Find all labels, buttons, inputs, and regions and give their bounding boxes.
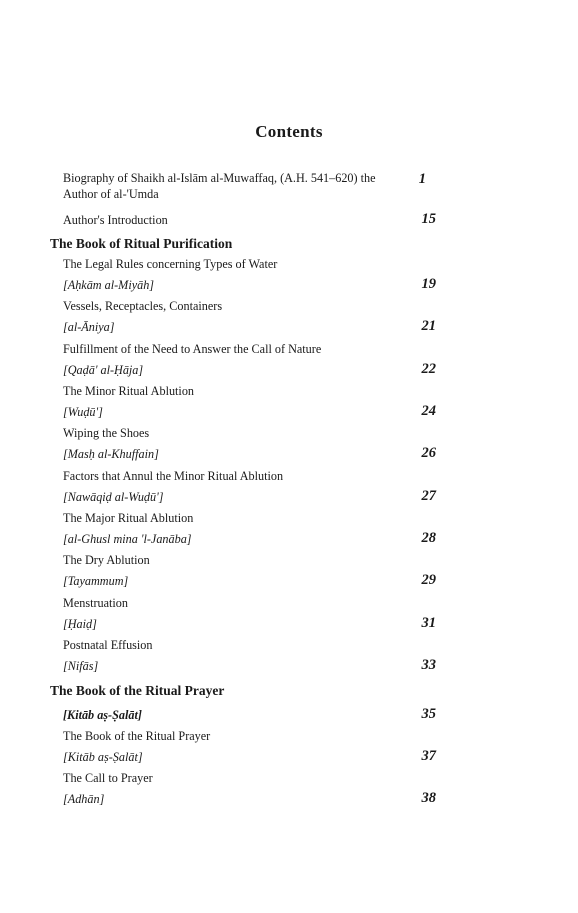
toc-entry-translit: [Qaḍā' al-Ḥāja] [63,363,144,377]
page-number: 24 [421,403,436,419]
toc-entry-label: The Call to Prayer [63,771,153,785]
toc-entry-label: Postnatal Effusion [63,638,153,652]
toc-entry-translit: [al-Āniya] [63,320,115,334]
page-title: Contents [255,122,323,141]
page-number: 33 [421,657,436,673]
toc-entry-translit: [Adhān] [63,792,105,806]
toc-entry-label: The Dry Ablution [63,553,150,567]
page-number: 1 [418,171,426,187]
toc-entry-introduction: Author's Introduction [63,213,168,227]
section-subheading-translit: [Kitāb aṣ-Ṣalāt] [63,708,142,722]
page-number: 31 [421,615,436,631]
toc-entry-biography: Biography of Shaikh al-Islām al-Muwaffaq, (A.H. 541–620) the Author of al-'Umda [63,171,376,201]
toc-entry-label: Fulfillment of the Need to Answer the Call of Nature [63,342,322,356]
page-number: 28 [421,530,436,546]
page-number: 21 [421,318,436,334]
toc-entry-label: The Minor Ritual Ablution [63,384,195,398]
page-number: 15 [421,211,436,227]
toc-entry-translit: [Tayammum] [63,574,129,588]
toc-entry-translit: [Kitāb aṣ-Ṣalāt] [63,750,143,764]
page-number: 35 [421,706,436,722]
toc-entry-label: The Book of the Ritual Prayer [63,729,211,743]
section-heading-purification: The Book of Ritual Purification [50,236,233,251]
toc-entry-translit: [Wuḍū'] [63,405,103,419]
toc-entry-translit: [Masḥ al-Khuffain] [63,447,159,461]
page-number: 26 [421,445,436,461]
toc-entry-label: The Major Ritual Ablution [63,511,194,525]
page-number: 19 [421,276,436,292]
toc-entry-label: Vessels, Receptacles, Containers [63,299,223,313]
toc-entry-translit: [Aḥkām al-Miyāh] [63,278,155,292]
page-number: 22 [421,361,436,377]
toc-entry-label: Menstruation [63,596,128,610]
toc-entry-translit: [Nawāqiḍ al-Wuḍū'] [63,490,164,504]
page-number: 27 [421,488,436,504]
page-number: 37 [421,748,436,764]
toc-entry-translit: [Nifās] [63,659,99,673]
page-number: 38 [421,790,436,806]
page-number: 29 [421,572,436,588]
toc-entry-translit: [al-Ghusl mina 'l-Janāba] [63,532,192,546]
toc-entry-label: The Legal Rules concerning Types of Water [63,257,278,271]
toc-entry-label: Factors that Annul the Minor Ritual Ablution [63,469,284,483]
toc-entry-translit: [Ḥaiḍ] [63,617,97,631]
toc-entry-label: Wiping the Shoes [63,426,150,440]
section-heading-prayer: The Book of the Ritual Prayer [50,683,225,698]
